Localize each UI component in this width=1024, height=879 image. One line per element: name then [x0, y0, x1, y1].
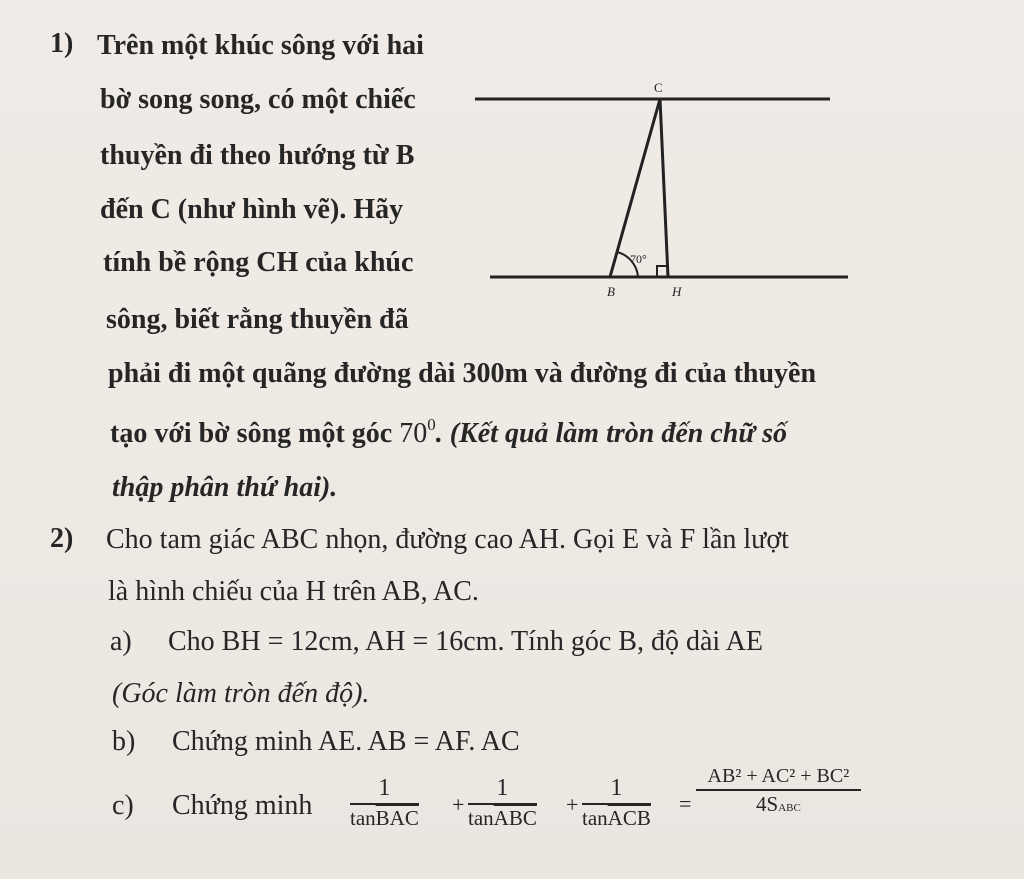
part-c-label: c): [112, 790, 134, 821]
label-h: H: [672, 284, 682, 299]
plus-sign-2: +: [566, 792, 579, 817]
part-c-text: Chứng minh: [172, 790, 313, 821]
q1-line-4: đến C (như hình vẽ). Hãy: [100, 194, 404, 225]
q1-line-5: tính bề rộng CH của khúc: [103, 247, 414, 278]
river-figure: [470, 70, 870, 310]
rounding-note: . (Kết quả làm tròn đến chữ số: [435, 418, 787, 449]
degree-sup: 0: [427, 415, 436, 434]
plus-sign-1: +: [452, 792, 465, 817]
question-2-number: 2): [50, 523, 74, 554]
part-b-label: b): [112, 726, 136, 757]
part-b-text: Chứng minh AE. AB = AF. AC: [172, 726, 520, 757]
q1-line-3: thuyền đi theo hướng từ B: [100, 140, 415, 171]
q1-line-7: phải đi một quãng đường dài 300m và đường đi của thuyền: [108, 358, 817, 389]
fraction-abc: [468, 776, 537, 829]
rhs-numerator: AB² + AC² + BC²: [707, 765, 850, 787]
label-b: B: [607, 284, 615, 299]
fraction-bac: [350, 776, 419, 829]
q1-line-8: [110, 416, 787, 448]
q1-line-8-text: tạo với bờ sông một góc: [110, 418, 400, 449]
fraction-acb-numerator: 1: [610, 775, 623, 801]
fraction-abc-denominator: $\tan\overline{ABC}$: [468, 803, 537, 829]
q1-line-1: Trên một khúc sông với hai: [97, 30, 424, 61]
angle-value: 70: [399, 418, 428, 449]
rhs-denominator: 4SABC: [696, 789, 861, 815]
equals-sign: =: [679, 791, 692, 816]
height-ch: [660, 99, 668, 277]
q2-line-2: là hình chiếu của H trên AB, AC.: [108, 576, 479, 607]
fraction-bac-denominator: $\tan\overline{BAC}$: [350, 803, 419, 829]
q1-line-6: sông, biết rằng thuyền đã: [106, 304, 409, 335]
fraction-bac-numerator: 1: [378, 775, 391, 801]
q2-line-1: Cho tam giác ABC nhọn, đường cao AH. Gọi E và F lần lượt: [106, 524, 789, 555]
part-a-note: (Góc làm tròn đến độ).: [112, 678, 370, 709]
fraction-abc-numerator: 1: [496, 775, 509, 801]
fraction-rhs: [696, 766, 861, 815]
fraction-acb-denominator: $\tan\overline{ACB}$: [582, 803, 651, 829]
part-a-text: Cho BH = 12cm, AH = 16cm. Tính góc B, độ dài AE: [168, 626, 763, 657]
label-c: C: [654, 80, 663, 95]
fraction-acb: [582, 776, 651, 829]
q1-line-9: thập phân thứ hai).: [112, 472, 338, 503]
q1-line-2: bờ song song, có một chiếc: [100, 84, 416, 115]
question-1-number: 1): [50, 28, 74, 59]
angle-label: 70°: [630, 252, 647, 266]
part-a-label: a): [110, 626, 132, 657]
path-bc: [610, 99, 660, 277]
